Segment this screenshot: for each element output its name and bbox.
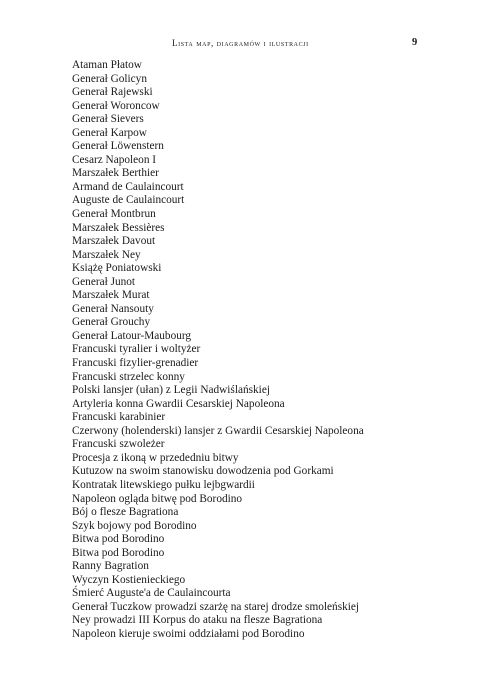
list-item: Ney prowadzi III Korpus do ataku na flesze Bagrationa	[72, 614, 323, 627]
list-item: Książę Poniatowski	[72, 262, 162, 275]
list-item: Generał Karpow	[72, 126, 147, 139]
list-item: Szyk bojowy pod Borodino	[72, 519, 197, 532]
list-item: Auguste de Caulaincourt	[72, 194, 185, 207]
list-item: Marszałek Davout	[72, 235, 156, 248]
list-item: Kontratak litewskiego pułku lejbgwardii	[72, 478, 255, 491]
list-item: Marszałek Berthier	[72, 167, 159, 180]
list-item: Marszałek Bessières	[72, 221, 165, 234]
list-item: Armand de Caulaincourt	[72, 180, 184, 193]
list-item: Francuski karabinier	[72, 411, 166, 424]
list-item: Marszałek Ney	[72, 248, 141, 261]
list-item: Kutuzow na swoim stanowisku dowodzenia pod Gorkami	[72, 465, 334, 478]
list-item: Generał Nansouty	[72, 302, 154, 315]
running-header-title: Lista map, diagramów i ilustracji	[172, 38, 309, 48]
list-item: Francuski strzelec konny	[72, 370, 185, 383]
list-item: Artyleria konna Gwardii Cesarskiej Napoleona	[72, 397, 285, 410]
list-item: Generał Golicyn	[72, 72, 147, 85]
list-item: Generał Tuczkow prowadzi szarżę na starej drodze smoleńskiej	[72, 600, 360, 613]
list-item: Ranny Bagration	[72, 560, 149, 573]
list-item: Francuski szwoleżer	[72, 438, 165, 451]
list-item: Cesarz Napoleon I	[72, 153, 157, 166]
list-item: Bitwa pod Borodino	[72, 546, 165, 559]
list-item: Generał Junot	[72, 275, 136, 288]
list-item: Polski lansjer (ułan) z Legii Nadwiślańskiej	[72, 384, 270, 397]
list-item: Francuski fizylier-grenadier	[72, 357, 199, 370]
list-item: Śmierć Auguste'a de Caulaincourta	[72, 587, 231, 600]
illustration-list	[72, 59, 364, 642]
list-item: Francuski tyralier i woltyżer	[72, 343, 201, 356]
list-item: Generał Rajewski	[72, 86, 153, 99]
list-item: Generał Sievers	[72, 113, 144, 126]
list-item: Generał Latour-Maubourg	[72, 329, 192, 342]
list-item: Czerwony (holenderski) lansjer z Gwardii Cesarskiej Napoleona	[72, 424, 364, 437]
list-item: Generał Grouchy	[72, 316, 151, 329]
list-item: Bój o flesze Bagrationa	[72, 506, 179, 519]
list-item: Ataman Płatow	[72, 59, 142, 71]
running-header	[0, 38, 480, 52]
list-item: Marszałek Murat	[72, 289, 150, 302]
list-item: Napoleon kieruje swoimi oddziałami pod Borodino	[72, 627, 305, 640]
list-item: Generał Woroncow	[72, 99, 160, 112]
list-item: Wyczyn Kostienieckiego	[72, 573, 186, 586]
list-item: Generał Montbrun	[72, 208, 156, 221]
list-item: Generał Löwenstern	[72, 140, 164, 153]
list-item: Procesja z ikoną w przededniu bitwy	[72, 451, 239, 464]
list-item: Napoleon ogląda bitwę pod Borodino	[72, 492, 243, 505]
page-number: 9	[412, 37, 418, 48]
list-item: Bitwa pod Borodino	[72, 533, 165, 546]
